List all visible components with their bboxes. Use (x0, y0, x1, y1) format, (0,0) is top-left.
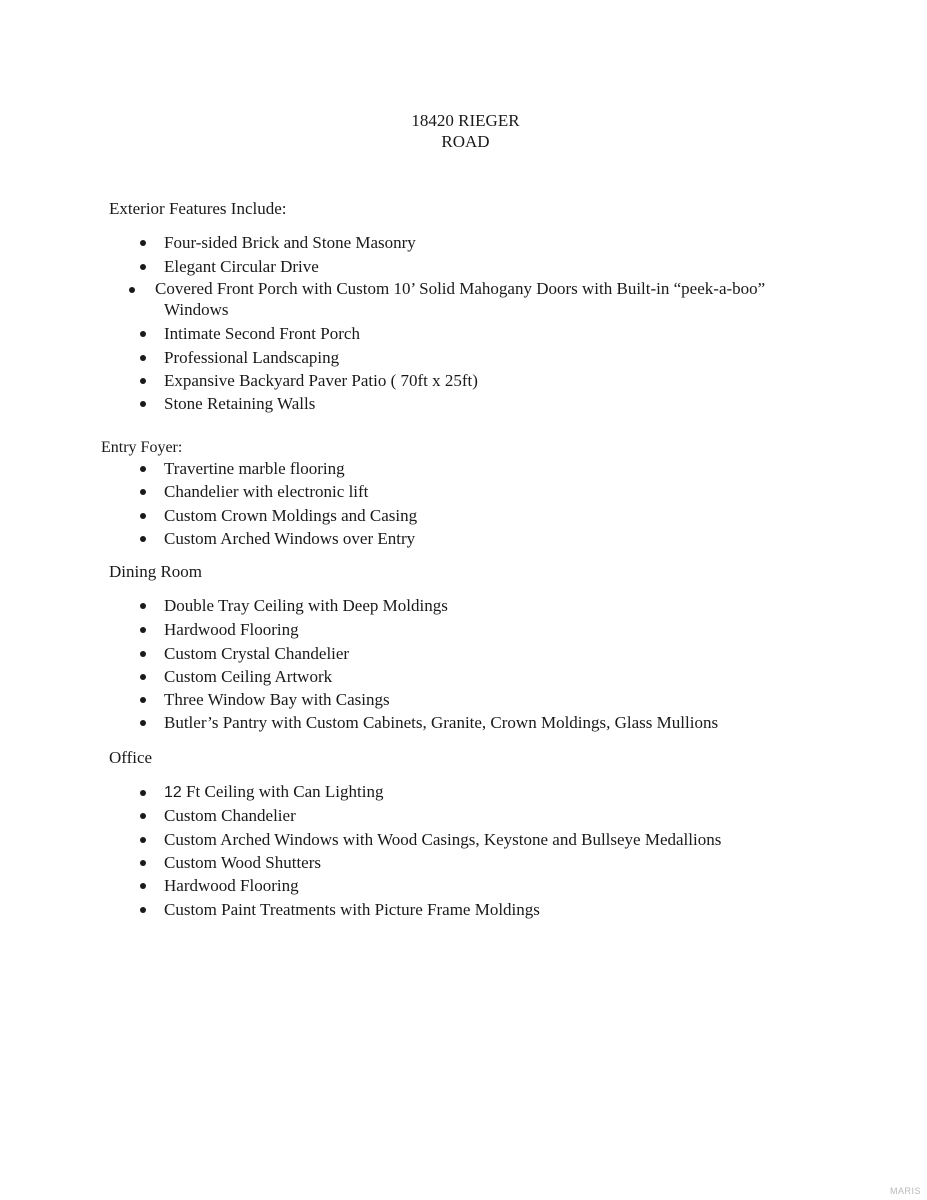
bullet-icon (140, 355, 146, 361)
section-heading-dining-room: Dining Room (109, 562, 203, 581)
bullet-icon (140, 720, 146, 726)
ceiling-height-number: 12 (164, 784, 182, 801)
bullet-icon (140, 489, 146, 495)
bullet-icon (140, 378, 146, 384)
list-item: Three Window Bay with Casings (164, 690, 390, 709)
bullet-icon (140, 674, 146, 680)
list-item-text: Covered Front Porch with Custom 10’ Solid Mahogany Doors with Built-in “peek-a-boo” Windows (155, 279, 766, 319)
list-item: Custom Chandelier (164, 806, 296, 825)
list-item: Stone Retaining Walls (164, 394, 316, 413)
list-item: Double Tray Ceiling with Deep Moldings (164, 596, 448, 615)
list-item: Custom Crown Moldings and Casing (164, 506, 418, 525)
bullet-icon (140, 813, 146, 819)
page-title (0, 110, 927, 152)
title-line-2: ROAD (441, 132, 490, 151)
bullet-icon (140, 627, 146, 633)
list-item: Hardwood Flooring (164, 620, 299, 639)
list-item: Custom Ceiling Artwork (164, 667, 333, 686)
list-item (155, 278, 795, 320)
bullet-icon (140, 536, 146, 542)
bullet-icon (140, 883, 146, 889)
bullet-icon (140, 603, 146, 609)
list-item: Custom Arched Windows over Entry (164, 529, 416, 548)
watermark: MARIS (889, 1186, 921, 1196)
list-item: Hardwood Flooring (164, 876, 299, 895)
bullet-icon (140, 240, 146, 246)
list-item-text: Ft Ceiling with Can Lighting (181, 782, 384, 801)
list-item: Travertine marble flooring (164, 459, 345, 478)
bullet-icon (140, 651, 146, 657)
list-item: Elegant Circular Drive (164, 257, 319, 276)
list-item: Custom Arched Windows with Wood Casings, Keystone and Bullseye Medallions (164, 830, 722, 849)
bullet-icon (140, 860, 146, 866)
bullet-icon (140, 513, 146, 519)
list-item: Professional Landscaping (164, 348, 340, 367)
bullet-icon (140, 401, 146, 407)
list-item: Custom Paint Treatments with Picture Frame Moldings (164, 900, 540, 919)
title-line-1: 18420 RIEGER (411, 111, 520, 130)
list-item: Chandelier with electronic lift (164, 482, 369, 501)
list-item: Expansive Backyard Paver Patio ( 70ft x 25ft) (164, 371, 478, 390)
list-item: Butler’s Pantry with Custom Cabinets, Granite, Crown Moldings, Glass Mullions (164, 713, 719, 732)
list-item: Intimate Second Front Porch (164, 324, 360, 343)
bullet-icon (140, 697, 146, 703)
bullet-icon (140, 264, 146, 270)
bullet-icon (140, 790, 146, 796)
list-item: Custom Wood Shutters (164, 853, 322, 872)
bullet-icon (129, 287, 135, 293)
bullet-icon (140, 331, 146, 337)
list-item (164, 781, 383, 803)
list-item: Four-sided Brick and Stone Masonry (164, 233, 416, 252)
bullet-icon (140, 466, 146, 472)
bullet-icon (140, 837, 146, 843)
section-heading-exterior: Exterior Features Include: (109, 199, 287, 218)
section-heading-entry-foyer: Entry Foyer: (101, 439, 183, 456)
list-item: Custom Crystal Chandelier (164, 644, 350, 663)
bullet-icon (140, 907, 146, 913)
section-heading-office: Office (109, 748, 153, 767)
